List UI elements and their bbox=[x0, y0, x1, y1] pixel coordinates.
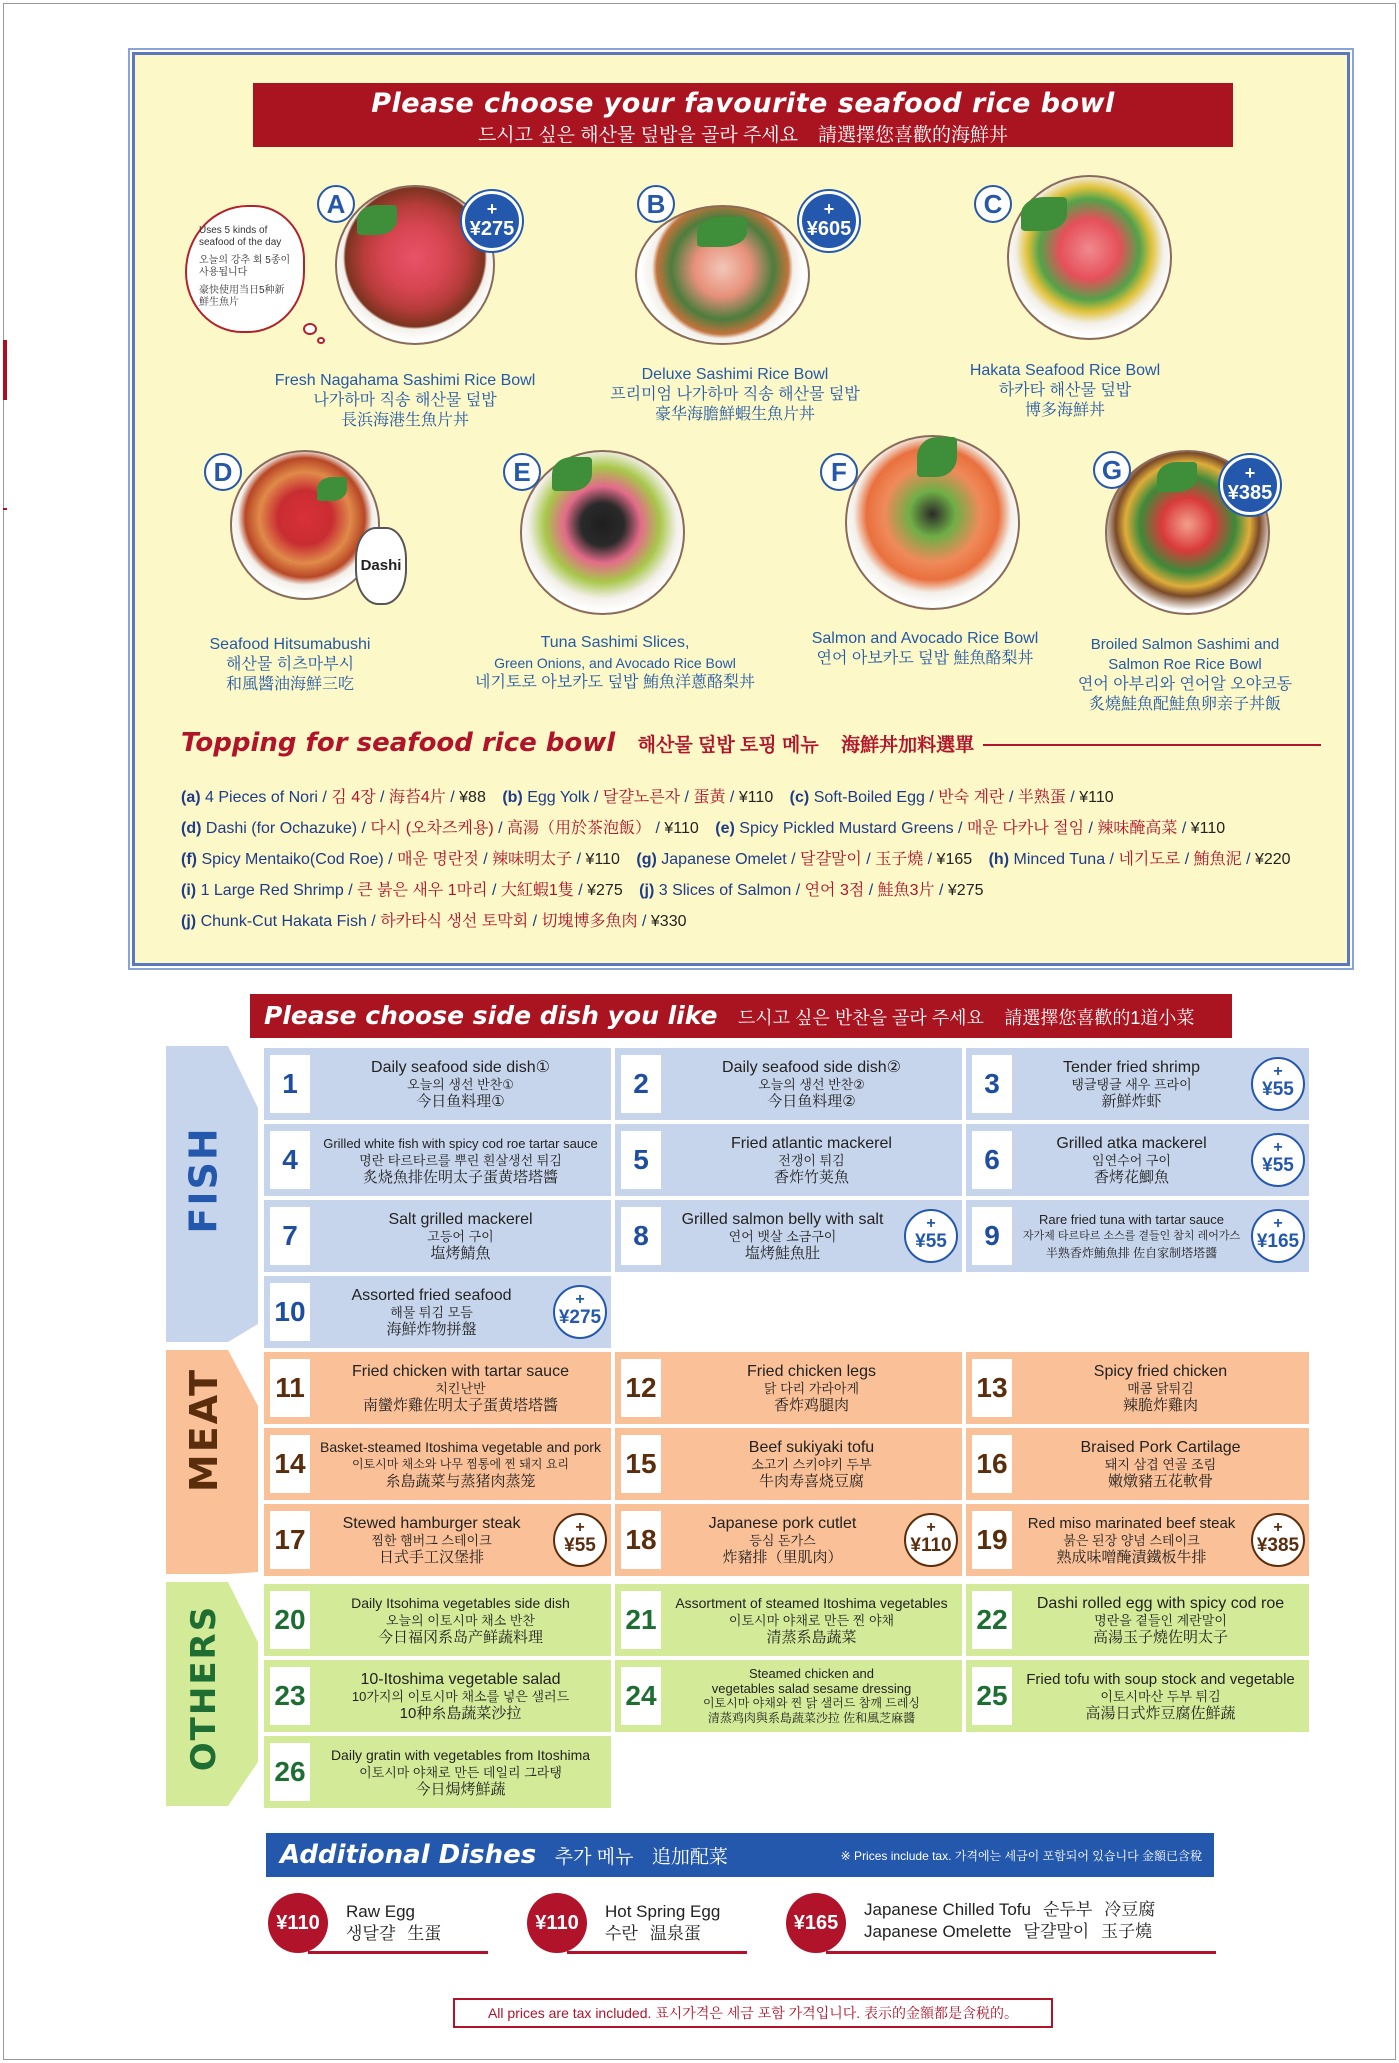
side-dish-25[interactable]: 25 Fried tofu with soup stock and vegetable 이토시마산 두부 튀김 高湯日式炸豆腐佐鮮蔬 bbox=[966, 1660, 1309, 1732]
side-dish-3[interactable]: 3 Tender fried shrimp 탱글탱글 새우 프라이 新鮮炸虾 + ¥55 bbox=[966, 1048, 1309, 1120]
rice-bowl-banner-title: Please choose your favourite seafood rice bowl bbox=[371, 88, 1115, 119]
side-dish-15[interactable]: 15 Beef sukiyaki tofu 소고기 스키야키 두부 牛肉寿喜烧豆腐 bbox=[615, 1428, 962, 1500]
bowl-image-c[interactable] bbox=[1007, 175, 1172, 340]
topping-item[interactable]: (j) 3 Slices of Salmon / 연어 3점 / 鮭魚3片 / ¥275 bbox=[639, 882, 984, 899]
side-dish-20[interactable]: 20 Daily Itsohima vegetables side dish 오늘의 이토시마 채소 반찬 今日福冈系岛产鲜蔬料理 bbox=[264, 1584, 611, 1656]
topping-row bbox=[181, 908, 699, 931]
footer-tax-note: All prices are tax included. 표시가격은 세금 포함 가격입니다. 表示的金額都是含税的。 bbox=[453, 1998, 1053, 2028]
fish-label: FISH bbox=[182, 1126, 226, 1234]
price-badge: + ¥55 bbox=[1251, 1057, 1305, 1111]
bowl-name-e-ko-zh: 네기토로 아보카도 덮밥 鮪魚洋蔥酪梨丼 bbox=[475, 674, 755, 691]
bowl-image-f[interactable] bbox=[845, 435, 1020, 610]
topping-row bbox=[181, 846, 1303, 869]
bowl-name-f-ko-zh: 연어 아보카도 덮밥 鮭魚酪梨丼 bbox=[816, 650, 1034, 667]
side-dish-title-zh: 請選擇您喜歡的1道小菜 bbox=[1004, 1008, 1195, 1028]
item-underline bbox=[826, 1951, 1216, 1954]
bowl-name-a[interactable]: Fresh Nagahama Sashimi Rice Bowl 나가하마 직송 해산물 덮밥 長浜海港生魚片丼 bbox=[274, 372, 536, 429]
additional-title-ko: 추가 메뉴 bbox=[554, 1847, 634, 1868]
topping-item[interactable]: (d) Dashi (for Ochazuke) / 다시 (오차즈케용) / 高湯（用於茶泡飯） / ¥110 bbox=[181, 820, 699, 837]
topping-title-zh: 海鮮丼加料選單 bbox=[841, 735, 975, 756]
seafood-note-bubble bbox=[185, 205, 305, 333]
topping-title: Topping for seafood rice bowl bbox=[181, 728, 616, 758]
topping-item[interactable]: (h) Minced Tuna / 네기도로 / 鮪魚泥 / ¥220 bbox=[988, 851, 1291, 868]
side-dish-6[interactable]: 6 Grilled atka mackerel 임연수어 구이 香烤花鯽魚 + ¥55 bbox=[966, 1124, 1309, 1196]
side-dish-banner bbox=[250, 994, 1232, 1038]
side-dish-title-ko: 드시고 싶은 반찬을 골라 주세요 bbox=[737, 1008, 984, 1028]
topping-item[interactable]: (g) Japanese Omelet / 달걀말이 / 玉子燒 / ¥165 bbox=[636, 851, 973, 868]
price-badge: + ¥165 bbox=[1251, 1209, 1305, 1263]
additional-item-raw-egg[interactable]: ¥110 Raw Egg 생달걀 生蛋 bbox=[268, 1893, 488, 1953]
bowl-price-badge-b: + ¥605 bbox=[799, 191, 859, 251]
meat-tab bbox=[168, 1367, 240, 1493]
dashi-pot: Dashi bbox=[355, 527, 407, 605]
edge-mark bbox=[3, 340, 7, 400]
bubble-ko: 오늘의 강추 회 5종이 사용됩니다 bbox=[199, 255, 291, 278]
rice-bowl-panel bbox=[132, 52, 1350, 966]
bubble-tail bbox=[303, 323, 317, 335]
side-dish-16[interactable]: 16 Braised Pork Cartilage 돼지 삼겹 연골 조림 嫩燉豬五花軟骨 bbox=[966, 1428, 1309, 1500]
bowl-price-badge-a: + ¥275 bbox=[462, 191, 522, 251]
topping-title-ko: 해산물 덮밥 토핑 메뉴 bbox=[637, 735, 819, 756]
bowl-letter-e: E bbox=[503, 453, 541, 491]
side-dish-17[interactable]: 17 Stewed hamburger steak 찜한 햄버그 스테이크 日式手工汉堡排 + ¥55 bbox=[264, 1504, 611, 1576]
tax-note: ※ Prices include tax. 가격에는 세금이 포함되어 있습니다 金額已含稅 bbox=[840, 1849, 1202, 1863]
fish-tab bbox=[168, 1126, 240, 1234]
bowl-letter-f: F bbox=[820, 453, 858, 491]
topping-row bbox=[181, 815, 1237, 838]
price-badge: + ¥275 bbox=[553, 1285, 607, 1339]
side-dish-13[interactable]: 13 Spicy fried chicken 매콤 닭튀김 辣脆炸雞肉 bbox=[966, 1352, 1309, 1424]
bowl-name-b[interactable]: Deluxe Sashimi Rice Bowl 프리미엄 나가하마 직송 해산물 덮밥 豪华海膽鮮蝦生魚片丼 bbox=[610, 366, 860, 423]
bowl-price-badge-g: + ¥385 bbox=[1220, 455, 1280, 515]
bubble-en: Uses 5 kinds of seafood of the day bbox=[199, 225, 282, 248]
topping-rule bbox=[983, 744, 1321, 746]
side-dish-19[interactable]: 19 Red miso marinated beef steak 붉은 된장 양념 스테이크 熟成味噌醃漬鐵板牛排 + ¥385 bbox=[966, 1504, 1309, 1576]
bubble-zh: 豪快使用当日5种新鮮生魚片 bbox=[199, 285, 285, 308]
price-badge: + ¥55 bbox=[1251, 1133, 1305, 1187]
additional-price: ¥110 bbox=[268, 1893, 328, 1953]
additional-price: ¥110 bbox=[527, 1893, 587, 1953]
bubble-tail bbox=[317, 337, 325, 344]
side-dish-11[interactable]: 11 Fried chicken with tartar sauce 치킨난반 南蠻炸雞佐明太子蛋黄塔塔醬 bbox=[264, 1352, 611, 1424]
additional-title-zh: 追加配菜 bbox=[651, 1847, 728, 1868]
bowl-image-b[interactable] bbox=[635, 205, 810, 345]
bowl-name-e[interactable]: Tuna Sashimi Slices, Green Onions, and Avocado Rice Bowl 네기토로 아보카도 덮밥 鮪魚洋蔥酪梨丼 bbox=[455, 633, 775, 693]
others-tab bbox=[168, 1604, 240, 1772]
additional-price: ¥165 bbox=[786, 1893, 846, 1953]
side-dish-9[interactable]: 9 Rare fried tuna with tartar sauce 자가제 타르타르 소스를 곁들인 참치 레어가스 半熟香炸鮪魚排 佐自家制塔塔醬 + ¥165 bbox=[966, 1200, 1309, 1272]
topping-row bbox=[181, 877, 996, 900]
meat-label: MEAT bbox=[182, 1367, 226, 1493]
bowl-name-g[interactable]: Broiled Salmon Sashimi and Salmon Roe Rice Bowl 연어 아부리와 연어알 오야코동 炙燒鮭魚配鮭魚卵亲子丼飯 bbox=[1077, 636, 1293, 713]
bowl-image-e[interactable] bbox=[520, 450, 685, 615]
side-dish-12[interactable]: 12 Fried chicken legs 닭 다리 가라아게 香炸鸡腿肉 bbox=[615, 1352, 962, 1424]
side-dish-18[interactable]: 18 Japanese pork cutlet 등심 돈가스 炸豬排（里肌肉） + ¥110 bbox=[615, 1504, 962, 1576]
side-dish-10[interactable]: 10 Assorted fried seafood 해물 튀김 모듬 海鮮炸物拼盤 + ¥275 bbox=[264, 1276, 611, 1348]
bowl-letter-g: G bbox=[1093, 451, 1131, 489]
topping-heading bbox=[181, 728, 1321, 764]
side-dish-4[interactable]: 4 Grilled white fish with spicy cod roe tartar sauce 명란 타르타르를 뿌린 흰살생선 튀김 炙烧魚排佐明太子蛋黄塔塔醬 bbox=[264, 1124, 611, 1196]
bowl-letter-c: C bbox=[974, 185, 1012, 223]
side-dish-26[interactable]: 26 Daily gratin with vegetables from Itoshima 이토시마 야채로 만든 데일리 그라탱 今日焗烤鮮蔬 bbox=[264, 1736, 611, 1808]
rice-bowl-banner-ko: 드시고 싶은 해산물 덮밥을 골라 주세요 bbox=[477, 125, 799, 146]
side-dish-23[interactable]: 23 10-Itoshima vegetable salad 10가지의 이토시마 채소를 넣은 샐러드 10种糸島蔬菜沙拉 bbox=[264, 1660, 611, 1732]
side-dish-title: Please choose side dish you like bbox=[264, 1001, 718, 1030]
additional-item-hot-spring-egg[interactable]: ¥110 Hot Spring Egg 수란 温泉蛋 bbox=[527, 1893, 747, 1953]
price-badge: + ¥110 bbox=[904, 1513, 958, 1567]
side-dish-8[interactable]: 8 Grilled salmon belly with salt 연어 뱃살 소금구이 塩烤鮭魚肚 + ¥55 bbox=[615, 1200, 962, 1272]
price-badge: + ¥55 bbox=[553, 1513, 607, 1567]
side-dish-7[interactable]: 7 Salt grilled mackerel 고등어 구이 塩烤鯖魚 bbox=[264, 1200, 611, 1272]
topping-item[interactable]: (c) Soft-Boiled Egg / 반숙 계란 / 半熟蛋 / ¥110 bbox=[789, 789, 1114, 806]
topping-item[interactable]: (e) Spicy Pickled Mustard Greens / 매운 다카나 절임 / 辣味醃高菜 / ¥110 bbox=[715, 820, 1226, 837]
side-dish-1[interactable]: 1 Daily seafood side dish① 오늘의 생선 반찬① 今日鱼料理① bbox=[264, 1048, 611, 1120]
rice-bowl-banner bbox=[253, 83, 1233, 147]
additional-title: Additional Dishes bbox=[280, 1840, 537, 1870]
bowl-letter-b: B bbox=[637, 185, 675, 223]
side-dish-5[interactable]: 5 Fried atlantic mackerel 전갱이 튀김 香炸竹荚魚 bbox=[615, 1124, 962, 1196]
topping-item[interactable]: (f) Spicy Mentaiko(Cod Roe) / 매운 명란젓 / 辣味明太子 / ¥110 bbox=[181, 851, 620, 868]
side-dish-2[interactable]: 2 Daily seafood side dish② 오늘의 생선 반찬② 今日鱼料理② bbox=[615, 1048, 962, 1120]
additional-item-tofu-omelette[interactable]: ¥165 Japanese Chilled Tofu 순두부 冷豆腐 Japanese Omelette 달걀말이 玉子燒 bbox=[786, 1893, 1216, 1953]
bowl-name-d[interactable]: Seafood Hitsumabushi 해산물 히츠마부시 和風醬油海鮮三吃 bbox=[209, 636, 371, 693]
price-badge: + ¥385 bbox=[1251, 1513, 1305, 1567]
side-dish-21[interactable]: 21 Assortment of steamed Itoshima vegetables 이토시마 야채로 만든 찐 야채 清蒸系島蔬菜 bbox=[615, 1584, 962, 1656]
item-underline bbox=[308, 1951, 488, 1954]
bowl-name-c[interactable]: Hakata Seafood Rice Bowl 하카타 해산물 덮밥 博多海鮮丼 bbox=[969, 362, 1161, 419]
item-underline bbox=[567, 1951, 747, 1954]
bowl-letter-d: D bbox=[204, 453, 242, 491]
topping-row bbox=[181, 784, 1126, 807]
topping-item[interactable]: (b) Egg Yolk / 달걀노른자 / 蛋黃 / ¥110 bbox=[502, 789, 774, 806]
others-label: OTHERS bbox=[184, 1604, 225, 1772]
price-badge: + ¥55 bbox=[904, 1209, 958, 1263]
side-dish-22[interactable]: 22 Dashi rolled egg with spicy cod roe 명란을 곁들인 계란말이 高湯玉子燒佐明太子 bbox=[966, 1584, 1309, 1656]
topping-item[interactable]: (i) 1 Large Red Shrimp / 큰 붉은 새우 1마리 / 大紅蝦1隻 / ¥275 bbox=[181, 882, 623, 899]
side-dish-24[interactable]: 24 Steamed chicken and vegetables salad sesame dressing 이토시마 야채와 찐 닭 샐러드 참깨 드레싱 清蒸鸡肉與系島蔬菜沙拉 佐和風芝麻醬 bbox=[615, 1660, 962, 1732]
rice-bowl-banner-zh: 請選擇您喜歡的海鮮丼 bbox=[818, 125, 1009, 146]
topping-item[interactable]: (a) 4 Pieces of Nori / 김 4장 / 海苔4片 / ¥88 bbox=[181, 789, 486, 806]
bowl-name-f[interactable]: Salmon and Avocado Rice Bowl 연어 아보카도 덮밥 鮭魚酪梨丼 bbox=[785, 629, 1065, 669]
side-dish-14[interactable]: 14 Basket-steamed Itoshima vegetable and pork 이토시마 채소와 나무 찜통에 찐 돼지 요리 糸島蔬菜与蒸猪肉蒸笼 bbox=[264, 1428, 611, 1500]
bowl-letter-a: A bbox=[317, 185, 355, 223]
additional-dishes-banner bbox=[266, 1833, 1214, 1877]
topping-item[interactable]: (j) Chunk-Cut Hakata Fish / 하카타식 생선 토막회 / 切塊博多魚肉 / ¥330 bbox=[181, 913, 687, 930]
edge-mark bbox=[3, 508, 7, 510]
